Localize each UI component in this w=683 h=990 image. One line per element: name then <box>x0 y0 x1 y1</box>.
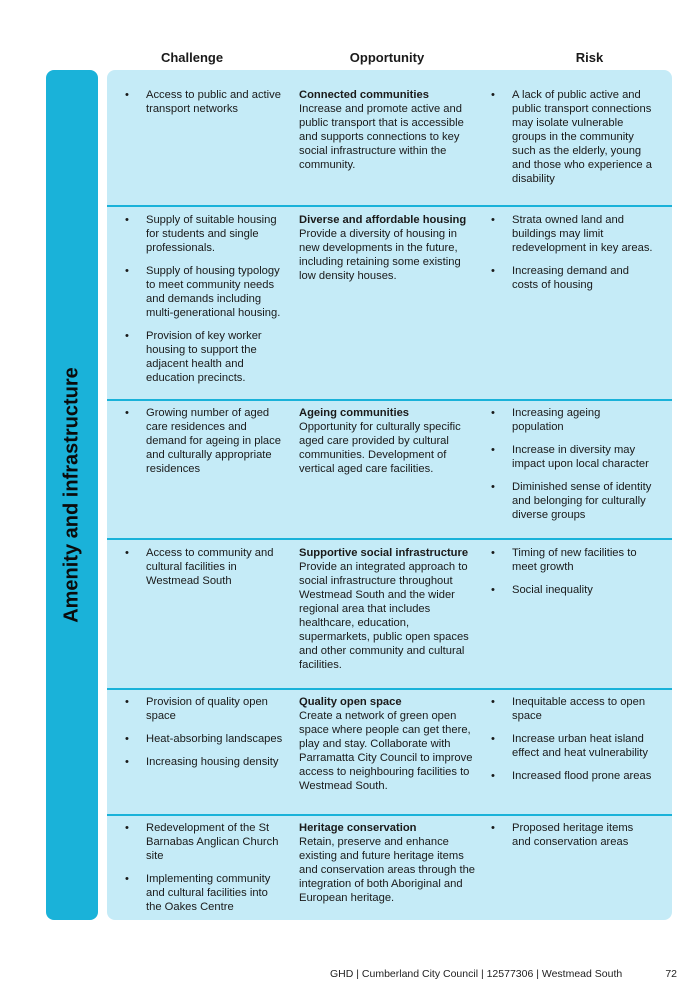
risk-item: • Strata owned land and buildings may limit redevelopment in key areas. <box>491 213 653 255</box>
opportunity-title: Ageing communities <box>299 407 410 419</box>
risk-cell <box>491 695 653 792</box>
challenge-item: • Access to public and active transport networks <box>125 88 285 116</box>
header-risk: Risk <box>575 50 604 65</box>
opportunity-cell <box>299 88 475 172</box>
opportunity-cell <box>299 695 475 793</box>
challenge-item: • Heat-absorbing landscapes <box>125 732 285 746</box>
risk-item: • Increasing ageing population <box>491 406 653 434</box>
table-row <box>107 538 672 688</box>
risk-item: • Timing of new facilities to meet growth <box>491 546 653 574</box>
header-challenge: Challenge <box>160 50 224 65</box>
challenge-item: • Growing number of aged care residences and demand for ageing in place and culturally appropriate residences <box>125 406 285 476</box>
challenge-item: • Supply of housing typology to meet community needs and demands including multi-generational housing. <box>125 264 285 320</box>
risk-item: • A lack of public active and public transport connections may isolate vulnerable groups in the community such as the elderly, young and those who experience a disability <box>491 88 653 186</box>
challenge-cell <box>125 213 285 394</box>
risk-cell <box>491 88 653 195</box>
opportunity-text: Increase and promote active and public transport that is accessible and supports connections to key social infrastructure within the community. <box>299 103 464 171</box>
column-headers <box>107 50 672 68</box>
opportunity-title: Diverse and affordable housing <box>299 214 467 226</box>
risk-item: • Social inequality <box>491 583 653 597</box>
challenge-item: • Increasing housing density <box>125 755 285 769</box>
page-footer <box>330 968 677 980</box>
risk-item: • Increase urban heat island effect and heat vulnerability <box>491 732 653 760</box>
risk-item: • Inequitable access to open space <box>491 695 653 723</box>
challenge-cell <box>125 406 285 485</box>
side-label-text: Amenity and infrastructure <box>60 367 83 623</box>
table-row <box>107 399 672 538</box>
risk-item: • Proposed heritage items and conservation areas <box>491 821 653 849</box>
risk-cell <box>491 406 653 531</box>
risk-item: • Increase in diversity may impact upon local character <box>491 443 653 471</box>
footer-text: GHD | Cumberland City Council | 12577306 | Westmead South <box>330 968 623 980</box>
table-row <box>107 814 672 920</box>
challenge-item: • Redevelopment of the St Barnabas Anglican Church site <box>125 821 285 863</box>
opportunity-text: Provide an integrated approach to social infrastructure throughout Westmead South and the wider regional area that includes healthcare, education, supermarkets, public open spaces and other community and cultural facilities. <box>299 561 469 671</box>
risk-item: • Increasing demand and costs of housing <box>491 264 653 292</box>
opportunity-text: Provide a diversity of housing in new developments in the future, including retaining some existing low density houses. <box>299 228 461 282</box>
opportunity-title: Connected communities <box>299 89 429 101</box>
risk-cell <box>491 546 653 606</box>
side-label-bar <box>46 70 98 920</box>
opportunity-cell <box>299 821 475 905</box>
challenge-item: • Implementing community and cultural facilities into the Oakes Centre <box>125 872 285 914</box>
opportunity-text: Opportunity for culturally specific aged care provided by cultural communities. Development of vertical aged care facilities. <box>299 421 461 475</box>
challenge-item: • Provision of key worker housing to support the adjacent health and education precincts. <box>125 329 285 385</box>
opportunity-title: Supportive social infrastructure <box>299 547 469 559</box>
challenge-item: • Supply of suitable housing for students and single professionals. <box>125 213 285 255</box>
challenge-opportunity-risk-table <box>107 70 672 920</box>
opportunity-text: Create a network of green open space where people can get there, play and stay. Collaborate with Parramatta City Council to improve access to neighbouring facilities to Westmead South. <box>299 710 473 792</box>
opportunity-title: Quality open space <box>299 696 402 708</box>
challenge-cell <box>125 546 285 597</box>
challenge-cell <box>125 695 285 778</box>
opportunity-title: Heritage conservation <box>299 822 417 834</box>
table-row <box>107 70 672 205</box>
challenge-item: • Access to community and cultural facilities in Westmead South <box>125 546 285 588</box>
risk-item: • Increased flood prone areas <box>491 769 653 783</box>
risk-cell <box>491 821 653 858</box>
challenge-cell <box>125 88 285 125</box>
table-row <box>107 688 672 814</box>
challenge-cell <box>125 821 285 920</box>
opportunity-cell <box>299 406 475 476</box>
header-opportunity: Opportunity <box>349 50 425 65</box>
page-number: 72 <box>665 968 677 980</box>
risk-item: • Diminished sense of identity and belonging for culturally diverse groups <box>491 480 653 522</box>
opportunity-cell <box>299 546 475 672</box>
opportunity-text: Retain, preserve and enhance existing and future heritage items and conservation areas through the integration of both Aboriginal and European heritage. <box>299 836 476 904</box>
challenge-item: • Provision of quality open space <box>125 695 285 723</box>
table-row <box>107 205 672 399</box>
risk-cell <box>491 213 653 301</box>
opportunity-cell <box>299 213 475 283</box>
